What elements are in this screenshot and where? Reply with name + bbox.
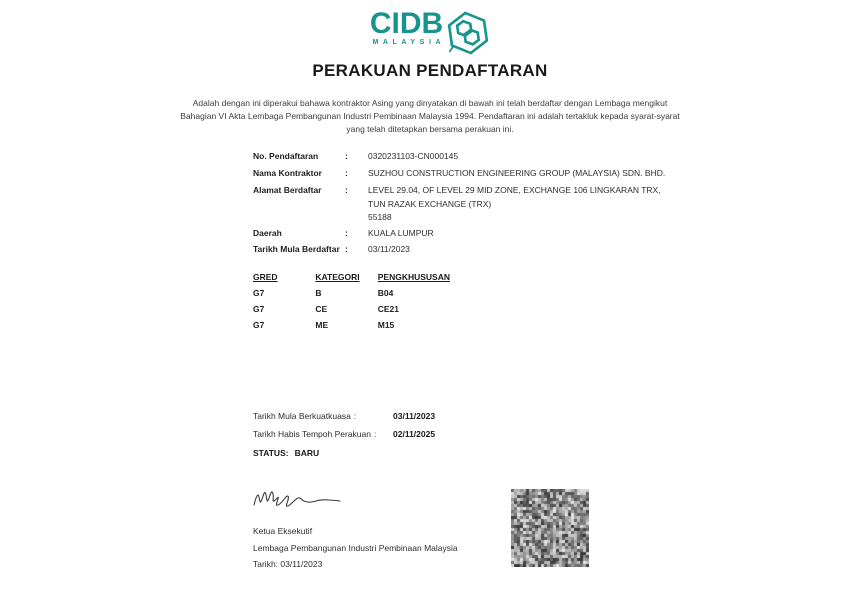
colon-separator: : xyxy=(345,185,348,195)
cidb-logo-text: CIDB xyxy=(369,7,444,40)
cell-gred: G7 xyxy=(253,304,265,314)
cell-gred: G7 xyxy=(253,320,265,330)
intro-paragraph: Adalah dengan ini diperakui bahawa kontraktor Asing yang dinyatakan di bawah ini telah berdaftar dengan Lembaga mengikut Bahagian VI Akta Lembaga Pembangunan Industri Pembinaan Malaysia 1994. Pendaftaran ini adalah tertakluk kepada syarat-syarat yang telah ditetapkan bersama perakuan ini. xyxy=(180,98,680,134)
field-label: Tarikh Habis Tempoh Perakuan xyxy=(253,429,371,439)
cell-kategori: B xyxy=(315,288,322,298)
cidb-wordmark xyxy=(369,7,446,46)
field-value: 0320231103-CN000145 xyxy=(368,151,459,161)
signatory-organization: Lembaga Pembangunan Industri Pembinaan Malaysia xyxy=(253,543,458,553)
cidb-hexagon-logo xyxy=(446,10,490,56)
cidb-logo-subtext: MALAYSIA xyxy=(372,39,446,46)
table-row xyxy=(253,320,613,330)
colon-separator: : xyxy=(353,411,357,421)
signature-scribble xyxy=(251,484,343,511)
field-tarikh-mula-berdaftar xyxy=(253,243,683,257)
field-value: 03/11/2023 xyxy=(368,244,410,254)
status-badge: BARU xyxy=(294,448,320,458)
col-header-gred: GRED xyxy=(253,272,278,282)
cell-kategori: CE xyxy=(315,304,328,314)
grades-table-header xyxy=(253,272,613,282)
field-label: Alamat Berdaftar xyxy=(253,185,322,195)
field-value: 02/11/2025 xyxy=(393,429,436,439)
cell-pengkhususan: B04 xyxy=(377,288,394,298)
field-no-pendaftaran xyxy=(253,150,683,164)
signatory-date: Tarikh: 03/11/2023 xyxy=(253,559,323,569)
field-value: 03/11/2023 xyxy=(393,411,436,421)
status-row xyxy=(253,448,319,458)
field-value: KUALA LUMPUR xyxy=(368,228,434,238)
field-daerah xyxy=(253,227,683,241)
field-tarikh-mula-berkuatkuasa xyxy=(253,411,593,421)
field-value: SUZHOU CONSTRUCTION ENGINEERING GROUP (MALAYSIA) SDN. BHD. xyxy=(368,168,666,178)
field-nama-kontraktor xyxy=(253,167,683,181)
status-label: STATUS: xyxy=(253,448,289,458)
field-label: Tarikh Mula Berkuatkuasa xyxy=(253,411,351,421)
field-label: Daerah xyxy=(253,228,282,238)
field-label: Nama Kontraktor xyxy=(253,168,322,178)
colon-separator: : xyxy=(345,244,348,254)
address-line: 55188 xyxy=(368,212,392,222)
field-alamat-berdaftar xyxy=(253,184,683,225)
table-row xyxy=(253,304,613,314)
col-header-pengkhususan: PENGKHUSUSAN xyxy=(377,272,451,282)
cell-gred: G7 xyxy=(253,288,265,298)
page-title: PERAKUAN PENDAFTARAN xyxy=(312,61,548,80)
cell-pengkhususan: M15 xyxy=(377,320,395,330)
field-tarikh-habis-tempoh xyxy=(253,429,593,439)
address-line: TUN RAZAK EXCHANGE (TRX) xyxy=(368,198,492,209)
cell-kategori: ME xyxy=(315,320,329,330)
field-label: Tarikh Mula Berdaftar xyxy=(253,244,340,254)
qr-code xyxy=(511,489,589,567)
cidb-logo xyxy=(0,7,860,56)
colon-separator: : xyxy=(373,429,377,439)
colon-separator: : xyxy=(345,151,348,161)
address-line: LEVEL 29.04, OF LEVEL 29 MID ZONE, EXCHANGE 106 LINGKARAN TRX, xyxy=(368,185,661,195)
table-row xyxy=(253,288,613,298)
colon-separator: : xyxy=(345,228,348,238)
signatory-role: Ketua Eksekutif xyxy=(253,526,313,536)
field-label: No. Pendaftaran xyxy=(253,151,319,161)
col-header-kategori: KATEGORI xyxy=(315,272,360,282)
cell-pengkhususan: CE21 xyxy=(377,304,400,314)
colon-separator: : xyxy=(345,168,348,178)
field-value xyxy=(368,184,683,225)
